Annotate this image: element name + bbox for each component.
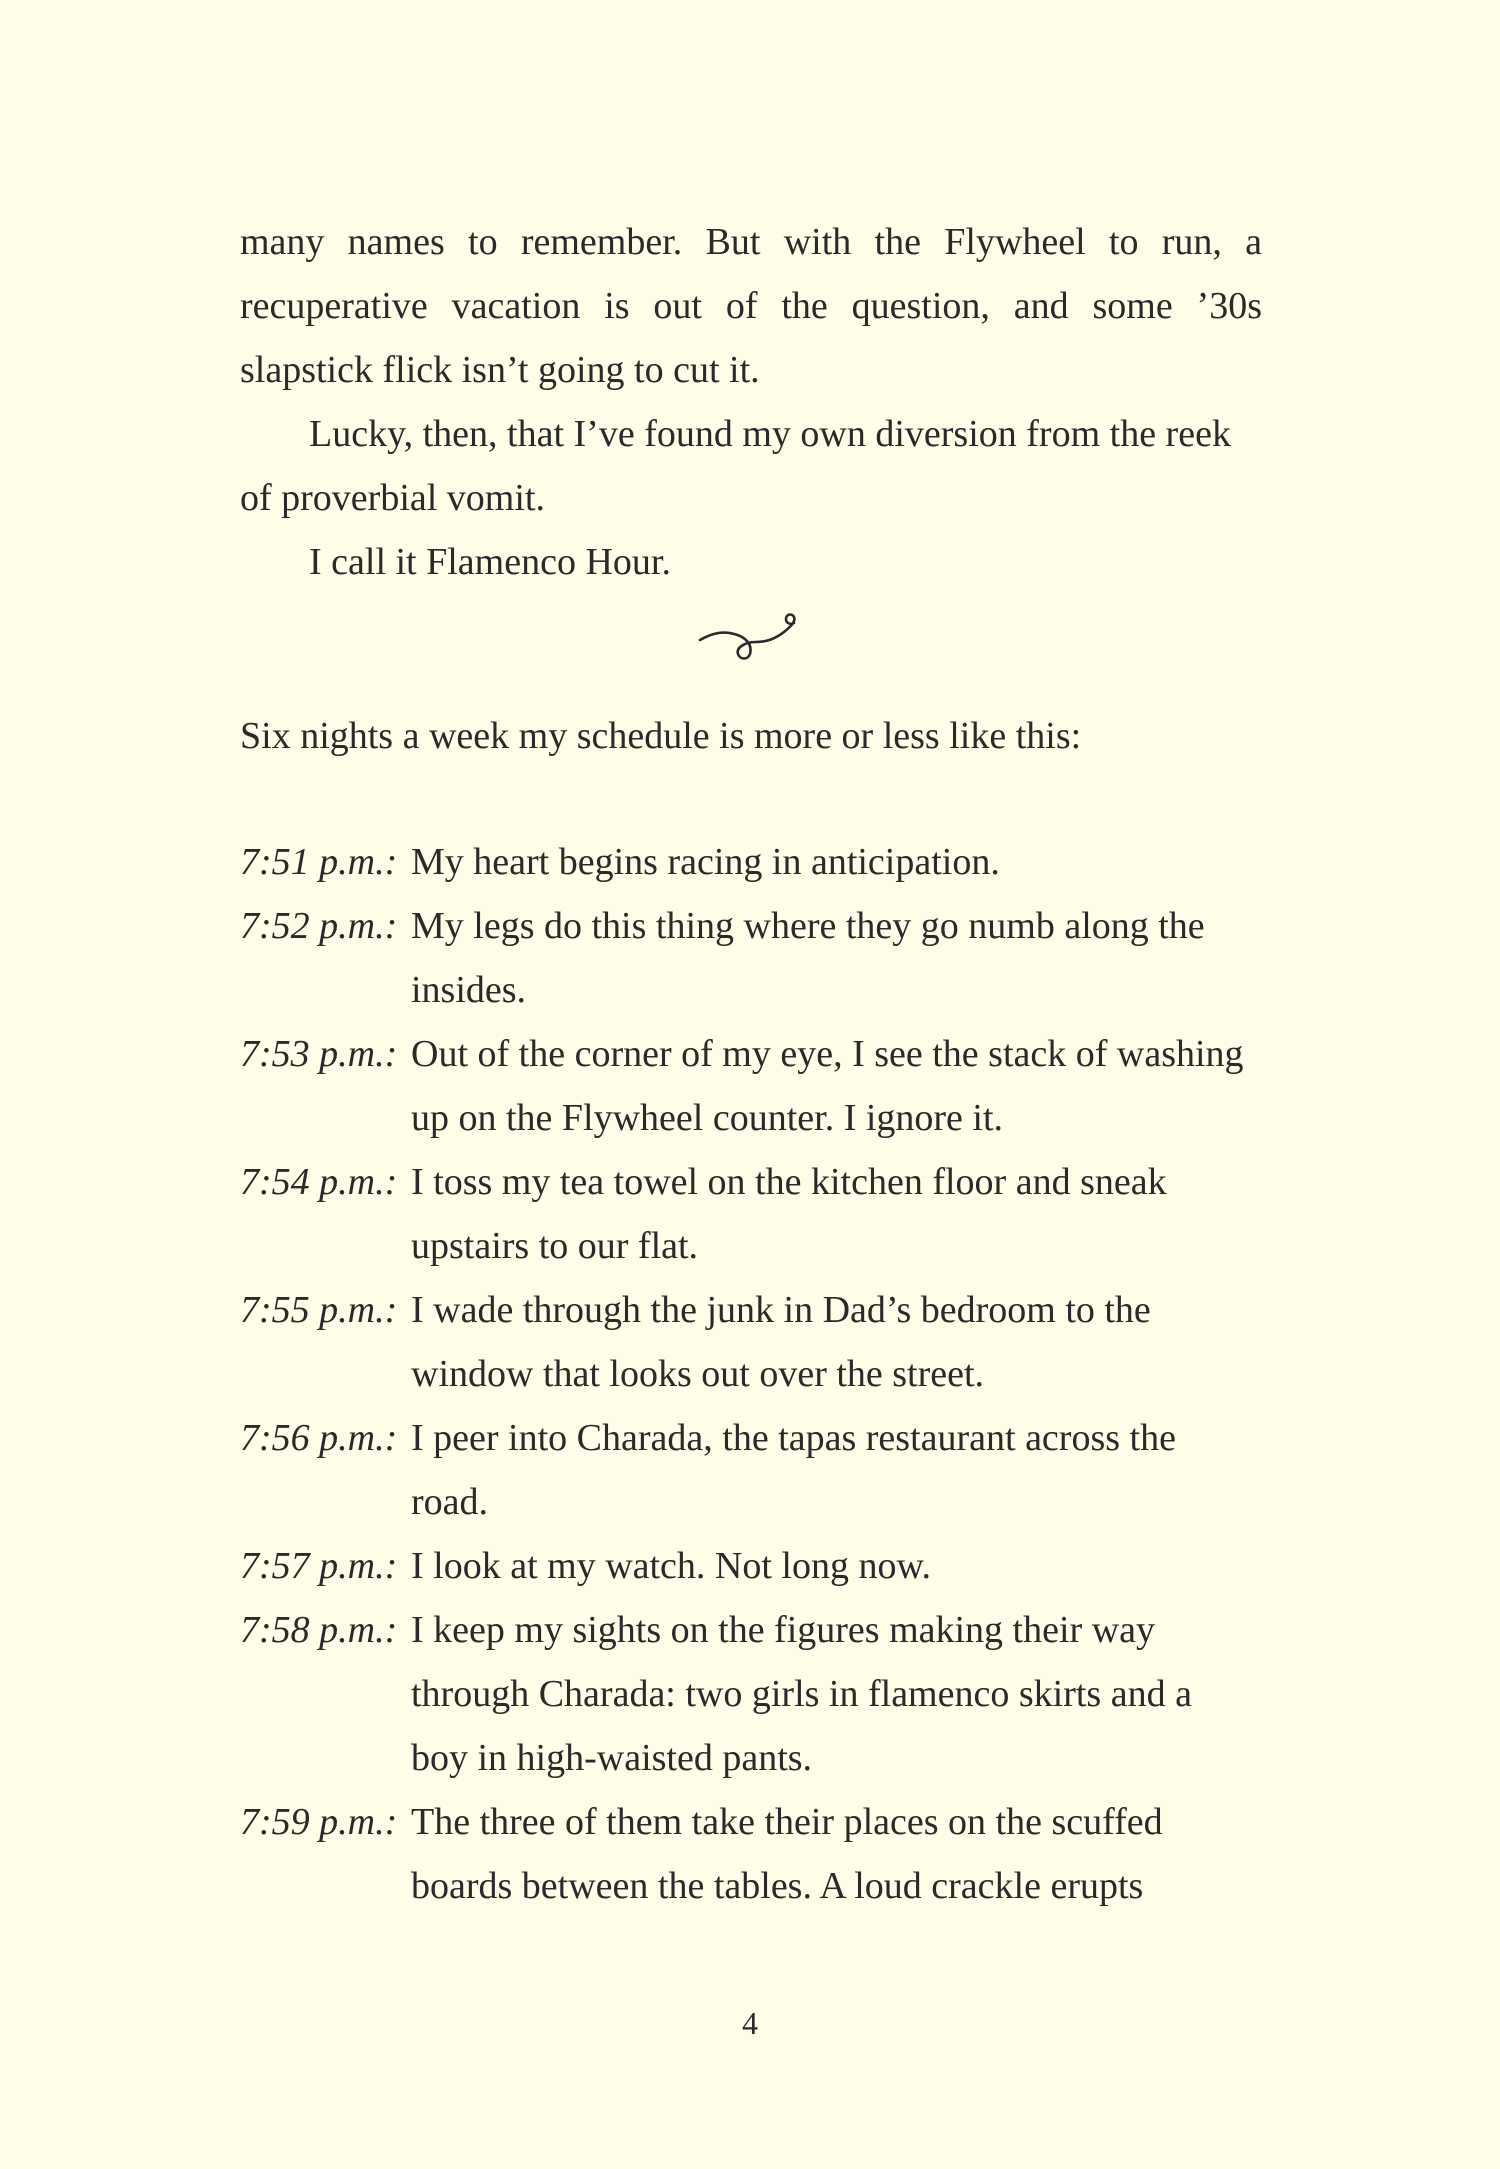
schedule-text: My legs do this thing where they go numb along the insides.	[411, 905, 1205, 1011]
schedule-text: I look at my watch. Not long now.	[411, 1545, 931, 1587]
schedule-entry	[240, 1790, 1262, 1918]
paragraph-lucky: Lucky, then, that I’ve found my own diversion from the reek of proverbial vomit.	[240, 413, 1231, 519]
schedule-entry	[240, 1534, 1262, 1598]
page-number: 4	[742, 2005, 758, 2041]
schedule-time: 7:51 p.m.:	[240, 841, 398, 883]
schedule-entry	[240, 1150, 1262, 1278]
schedule-time: 7:53 p.m.:	[240, 1033, 398, 1075]
schedule-time: 7:58 p.m.:	[240, 1609, 398, 1651]
schedule-time: 7:52 p.m.:	[240, 905, 398, 947]
schedule-entry	[240, 1022, 1262, 1150]
schedule-time: 7:57 p.m.:	[240, 1545, 398, 1587]
schedule-time: 7:55 p.m.:	[240, 1289, 398, 1331]
opening-paragraph: many names to remember. But with the Flywheel to run, a recuperative vacation is out of the question, and some ’30s slapstick flick isn’t going to cut it.	[240, 221, 1262, 391]
swash-ornament-icon	[696, 610, 806, 666]
schedule-list	[240, 830, 1262, 1918]
page-body	[240, 210, 1262, 1918]
schedule-time: 7:59 p.m.:	[240, 1801, 398, 1843]
schedule-text: Out of the corner of my eye, I see the stack of washing up on the Flywheel counter. I ignore it.	[411, 1033, 1244, 1139]
schedule-entry	[240, 894, 1262, 1022]
schedule-time: 7:56 p.m.:	[240, 1417, 398, 1459]
schedule-text: I peer into Charada, the tapas restaurant across the road.	[411, 1417, 1176, 1523]
schedule-text: The three of them take their places on the scuffed boards between the tables. A loud crackle erupts	[411, 1801, 1163, 1907]
schedule-text: I toss my tea towel on the kitchen floor and sneak upstairs to our flat.	[411, 1161, 1167, 1267]
schedule-entry	[240, 1598, 1262, 1790]
schedule-entry	[240, 830, 1262, 894]
schedule-text: I keep my sights on the figures making their way through Charada: two girls in flamenco skirts and a boy in high-waisted pants.	[411, 1609, 1192, 1779]
schedule-entry	[240, 1278, 1262, 1406]
schedule-time: 7:54 p.m.:	[240, 1161, 398, 1203]
schedule-text: My heart begins racing in anticipation.	[411, 841, 1000, 883]
schedule-entry	[240, 1406, 1262, 1534]
paragraph-flamenco-hour: I call it Flamenco Hour.	[309, 541, 671, 583]
schedule-intro: Six nights a week my schedule is more or less like this:	[240, 715, 1082, 757]
schedule-text: I wade through the junk in Dad’s bedroom to the window that looks out over the street.	[411, 1289, 1151, 1395]
